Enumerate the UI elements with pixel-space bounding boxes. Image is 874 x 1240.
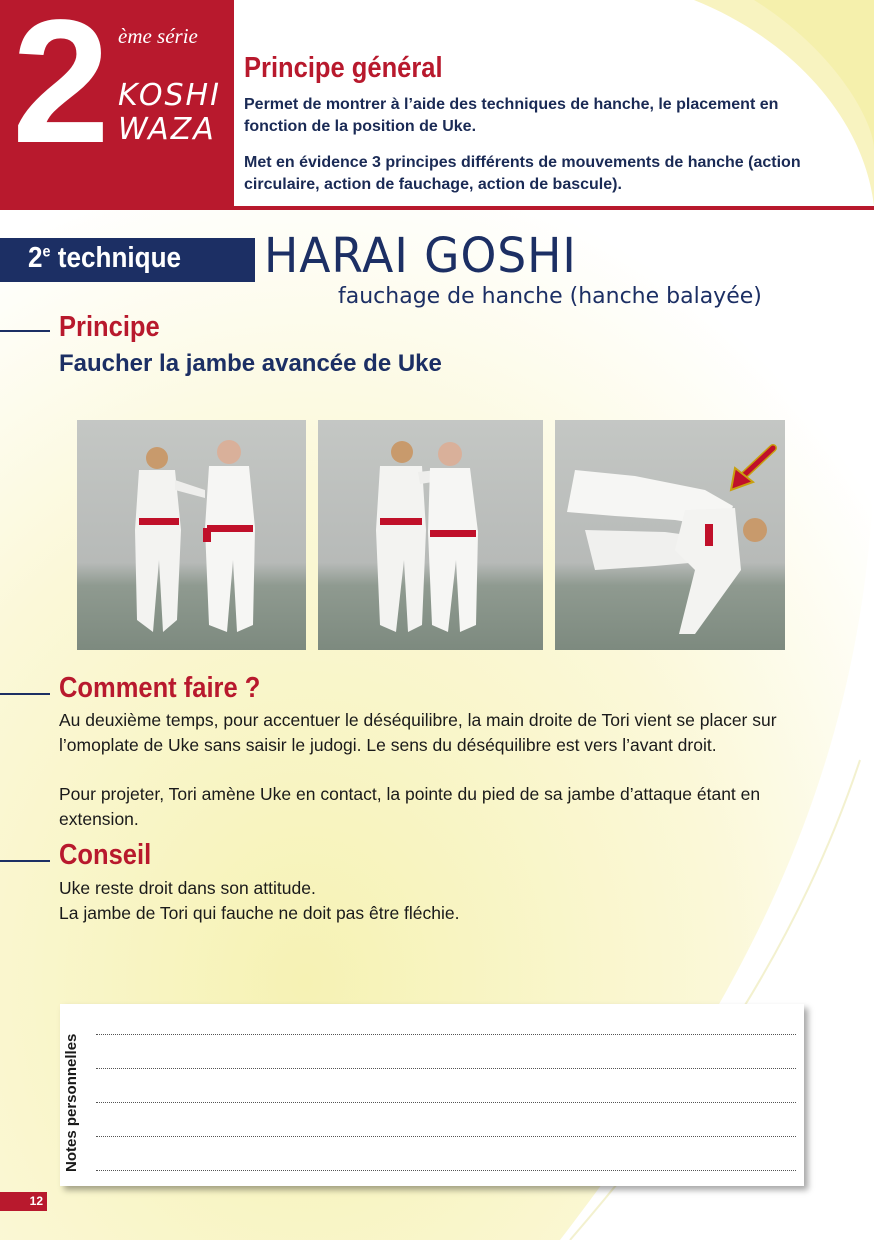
photo-step-2: [318, 420, 543, 650]
series-suffix: ème série: [118, 24, 198, 48]
series-badge: [0, 0, 234, 206]
photo-step-1: [77, 420, 306, 650]
technique-word: technique: [57, 242, 182, 274]
photo-step-3: [555, 420, 785, 650]
technique-name: HARAI GOSHI: [264, 228, 577, 284]
conseil-text-2: La jambe de Tori qui fauche ne doit pas être fléchie.: [59, 903, 460, 923]
comment-title: Comment faire ?: [59, 672, 261, 704]
header-divider: [0, 206, 874, 210]
notes-label: Notes personnelles: [63, 1033, 80, 1172]
series-name-line2: WAZA: [118, 112, 216, 147]
notes-box: [60, 1004, 804, 1186]
general-principle-title: Principe général: [244, 52, 443, 84]
general-principle-text-1: Permet de montrer à l’aide des techniques de hanche, le placement en fonction de la position de Uke.: [244, 96, 779, 135]
note-line[interactable]: [96, 1170, 796, 1171]
technique-ordinal: e: [42, 243, 51, 261]
principe-rule: [0, 330, 50, 332]
conseil-title: Conseil: [59, 839, 152, 871]
conseil-text-1: Uke reste droit dans son attitude.: [59, 878, 316, 898]
technique-label: [28, 242, 181, 275]
series-number: 2: [12, 0, 106, 180]
comment-text-2: Pour projeter, Tori amène Uke en contact, la pointe du pied de sa jambe d’attaque étant en extension.: [59, 784, 761, 829]
series-name-line1: KOSHI: [118, 78, 221, 113]
technique-subtitle: fauchage de hanche (hanche balayée): [338, 284, 762, 309]
principe-subtitle: Faucher la jambe avancée de Uke: [59, 350, 442, 377]
note-line[interactable]: [96, 1136, 796, 1137]
comment-text-1: Au deuxième temps, pour accentuer le déséquilibre, la main droite de Tori vient se placer sur l’omoplate de Uke sans saisir le judogi. Le sens du déséquilibre est vers l’avant droit.: [59, 710, 777, 755]
note-line[interactable]: [96, 1102, 796, 1103]
note-line[interactable]: [96, 1068, 796, 1069]
general-principle-text-2: Met en évidence 3 principes différents de mouvements de hanche (action circulaire, action de fauchage, action de bascule).: [244, 154, 801, 193]
page-number: 12: [0, 1192, 47, 1211]
note-line[interactable]: [96, 1034, 796, 1035]
conseil-rule: [0, 860, 50, 862]
technique-number: 2: [28, 242, 43, 274]
principe-title: Principe: [59, 311, 160, 343]
comment-rule: [0, 693, 50, 695]
